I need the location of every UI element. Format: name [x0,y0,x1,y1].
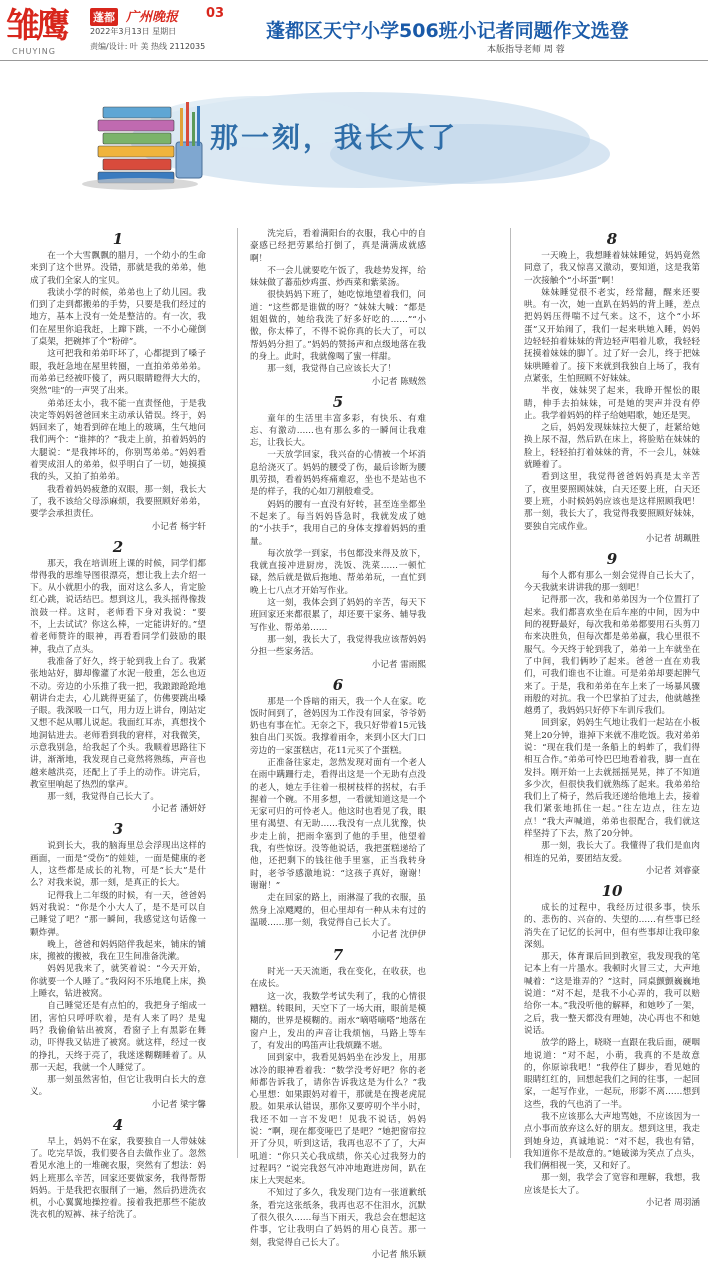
masthead-logo [6,4,88,60]
book-icon [98,120,174,131]
column-left [30,228,206,1221]
essay-section [250,676,426,943]
essay-paragraph: 看到这里，我觉得爸爸妈妈真是太辛苦了，夜里要照顾妹妹，白天还要上班，白天还要上班，小时候妈妈应该也是这样照顾我吧！那一刻，我长大了，我觉得我要照顾好妹妹，要独自完成作业。 [524,472,700,532]
essay-paragraph: 妈妈见我来了，就笑着说：“今天开始，你就要一个人睡了。”我闷闷不乐地爬上床，换上睡衣，钻进被窝。 [30,964,206,1000]
essay-section [30,230,206,534]
essay-paragraph: 这可把我和弟弟吓坏了，心都提到了嗓子眼，我赶急地在屋里转圈，一直拍弟弟弟弟。而弟弟已经被吓傻了，两只眼睛瞪得大大的，突然“哇”的一声哭了出来。 [30,349,206,397]
author-byline: 小记者 杨宇轩 [151,521,206,532]
essay-paragraph: 说到长大，我的脑海里总会浮现出这样的画面，一面是“受伤”的娃娃，一面是健康的老人，这些都是成长的礼物，可是“长大”是什么？对我来说，那一刻，是真正的长大。 [30,841,206,889]
essay-number: 5 [332,392,344,411]
essay-paragraph: 半夜，妹妹哭了起来，我睁开惺忪的眼睛，伸手去拍妹妹，可是她的哭声并没有停止。我学着妈妈的样子给她唱歌，她还是哭。 [524,386,700,421]
author-byline: 小记者 潘妍妤 [151,804,206,815]
essay-paragraph: 一天晚上，我想睡着妹妹睡觉，妈妈竟然同意了，我又惊喜又激动，要知道，这是我第一次接触个“小坏蛋”啊！ [524,251,700,286]
essay-paragraph: 妹妹睡觉很不老实，经常翻，醒来还要哄。有一次，她一直趴在妈妈的背上睡，差点把妈妈压得喘不过气来。这不，这个“小坏蛋”又开始闹了，我们一起来哄她入睡，妈妈边轻轻拍着妹妹的背边轻声唱着儿歌，我轻轻抚摸着妹妹的脚丫。过了好一会儿，终于把妹妹哄睡着了。接下来就到我独自上场了，我有点紧张，生怕照顾不好妹妹。 [524,287,700,384]
logo-english: CHUYING [12,47,56,56]
author-byline: 小记者 梁宇馨 [151,1099,206,1110]
issue-date: 2022年3月13日 星期日 [90,27,177,36]
author-byline: 小记者 陈贼然 [371,376,426,387]
essay-paragraph: 那是一个昏暗的雨天，我一个人在家。吃饭时间到了，爸妈因为工作没有回家，爷爷奶奶也有事在忙。无奈之下，我只好带着15元钱独自出门买饭。我撑着雨伞，来到小区大门口旁边的一家蛋糕店，花11元买了个蛋糕。 [250,696,426,756]
column-divider-2 [510,228,511,1158]
header-divider [0,60,708,61]
essay-paragraph: 回到家中，我看见妈妈坐在沙发上，用那冰冷的眼神看着我：“数学没考好吧？你的老师都告诉我了，请你告诉我这是为什么？”我心里想：如果跟妈对着干，那就是在搜老虎屁股。如果承认错误，那你又要哼叨个半小时，我还不如一言不发吧！见我不说话，妈妈说：“啊，现在都变哑巴了是吧？”她把窗帘拉开了分贝，听到这话，我再也忍不了了，大声吼道：“你只关心我成绩，你关心过我努力的过程吗？”说完我怒气冲冲地跑进房间，趴在床上大哭起来。 [250,1053,426,1187]
essay-section [524,550,700,878]
book-icon [103,133,171,144]
essay-paragraph: 那一刻，我学会了宽容和理解，我想，我应该是长大了。 [524,1173,700,1196]
essay-number: 6 [332,675,344,694]
essay-paragraph: 记得我上二年级的时候，有一天，爸爸妈妈对我说：“你是个小大人了，是不是可以自己睡觉了吧？”那一瞬间，我感觉这句话像一颗炸弹。 [30,890,206,938]
banner-title: 那一刻，我长大了 [210,121,459,154]
essay-paragraph: 在一个大雪飘飘的腊月，一个幼小的生命来到了这个世界。没错，那就是我的弟弟，他成了我们全家人的宝贝。 [30,251,206,286]
headline-subtitle: 本版指导老师 周 蓉 [487,45,565,55]
essay-paragraph: 一天放学回家，我兴奋的心情被一个坏消息给浇灭了。妈妈的腰受了伤，最后诊断为腰肌劳损，看着妈妈疼痛难忍，坐也不是站也不是的样子，我的心如刀割般难受。 [250,450,426,498]
essay-paragraph: 洗完后，看着满阳台的衣服，我心中的自豪感已经把劳累给打倒了，真是满满成就感啊！ [250,229,426,264]
page-headline: 蓬都区天宁小学506班小记者同题作文选登 [266,20,629,42]
essay-paragraph: 正准备往家走，忽然发现对面有一个老人在雨中蹒跚行走，看得出这是一个无助有点没的老人，她左手往着一根树枝样的拐杖，右手握着一个碗。不用多想，一看就知道这是一个无家可归的可怜老人。他这时也看见了我，眼里有渴望、有无助……我没有一点儿犹豫，快步走上前，把雨伞塞到了他的手里，他望着我，有些惊讶。没等他说话，我把蛋糕递给了他，还把剩下的钱往他手里塞，正当我转身时，老爷爷感激地说：“这孩子真好，谢谢！谢谢！” [250,757,426,891]
essay-paragraph: 那一刻虽然害怕，但它让我明白长大的意义。 [30,1075,206,1098]
essay-paragraph: 早上，妈妈不在家，我要独自一人带妹妹了。吃完早饭，我们要各自去做作业了。忽然看见水池上的一堆碗衣服，突然有了想法：妈妈上班那么辛苦，回家还要做家务，我得帮帮妈妈。于是我把衣服削了一遍，然后扔进洗衣机，小心翼翼地操控着。接着我把那些不能放洗衣机的短裤、袜子给洗了。 [30,1136,206,1221]
essay-section [250,228,426,389]
column-divider-1 [237,228,238,1158]
essay-paragraph: 我准备了好久，终于轮到我上台了。我紧张地站好，脚却像灌了水泥一般重，怎么也迈不动。旁边的小乐推了我一把，我踉踉跄跄地朝讲台走去，心儿跳得更猛了，仿佛要跳出嗓子眼。我深吸一口气，用力迈上讲台，刚站定又想不起从哪儿说起。我面红耳赤，真想找个地洞钻进去。老师看到我的窘样，对我微笑，示意我别急，给我起了个头。我顺着思路往下讲，渐渐地，我发现自己竟然将熟练，声音也越来越洪亮，还配上了手上的动作。讲完后，教室里响起了热烈的掌声。 [30,656,206,790]
essay-paragraph: 很快妈妈下班了，她吃惊地望着我们，问道：“这些都是谁做的呀？”妹妹大喊：“都是姐姐做的，她给我洗了好多好吃的……”“小傲，你太棒了，不得不说你真的长大了，可以帮妈妈分担了。”妈妈的赞扬声和点级地落在我的身上。此时，我就像喝了蜜一样甜。 [250,290,426,362]
section-gap [30,1222,206,1224]
essay-paragraph: 每次放学一到家，书包都没来得及放下，我就直接冲进厨房，洗饭、洗菜……一顿忙碌，然后就是做后拖地、帮弟弟玩，一直忙到晚上七八点才开始写作业。 [250,548,426,596]
essay-paragraph: 每个人都有那么一刻会觉得自己长大了，今天我就来讲讲我的那一刻吧！ [524,570,700,594]
essay-paragraph: 不知过了多久，我发现门边有一张道歉纸条，看完这张纸条，我再也忍不住泪水，沉默了很久很久……每当下雨天，我总会在想起这件事，它让我明白了妈妈的用心良苦。那一刻，我觉得自己长大了。 [250,1188,426,1248]
essay-paragraph: 不一会儿就要吃午饭了，我趁势发挥，给妹妹做了蕃茄炒鸡蛋、炒西菜和紫菜汤。 [250,265,426,289]
essay-paragraph: 我读小学的时候，弟弟也上了幼儿园。我们到了走到都搬弟的手势，只要是我们经过的地方，基本上没有一处是整洁的。有一次，我们在屋里你追我赶，上蹿下跳，一不小心碰倒了桌架，把碗摔了个“粉碎”。 [30,287,206,348]
essay-number: 2 [112,537,124,556]
essay-number: 9 [606,549,618,568]
essay-section [250,946,426,1262]
essay-paragraph: 走在回家的路上，雨淋湿了我的衣服，虽然身上凉飕飕的，但心里却有一种从未有过的温暖……那一刻，我觉得自己长大了。 [250,893,426,928]
essay-paragraph: 那一刻，我觉得自己应该长大了！ [267,364,397,375]
essay-number: 8 [606,230,618,248]
essay-paragraph: 自己睡觉还是有点怕的，我把身子缩成一团，害怕只呼呼吹着，是有人来了吗？是鬼吗？我偷偷钻出被窝，看窗子上有黑影在舞动，吓得我又钻进了被窝。就这样，经过一夜的挣扎，天终于亮了，我迷迷糊糊睡着了。从那一天起，我就一个人睡觉了。 [30,1001,206,1073]
essay-paragraph: 童年的生活里丰富多彩，有快乐、有难忘、有激动……也有那么多的一瞬间让我难忘，让我长大。 [250,413,426,449]
column-middle [250,228,426,1260]
page-header [0,0,708,62]
essay-paragraph: 那一刻，我长大了。我懂得了我们是血肉相连的兄弟，要团结友爱。 [524,841,700,864]
essay-paragraph: 那天，我在培训班上课的时候，同学们都带得我的思维导图很漂亮，想让我上去介绍一下。从小就胆小的我，面对这么多人，肯定脸红心跳，说话结巴。想到这儿，我头摇得像拨浪鼓一样。这时，老师看下身对我说：“要不，上去试试？你这么棒，一定能讲好的。”望着老师赞许的眼神，再看看同学们鼓励的眼神，我点了点头。 [30,558,206,655]
essay-paragraph: 时光一天天流逝，我在变化，在收获，也在成长。 [250,967,426,990]
essay-paragraph: 放学的路上，晓晓一直跟在我后面，硬咽地说道：“对不起，小萌，我真的不是故意的，你原谅我吧！”我停住了脚步，看见她的眼睛红红的，回想起我们之间的往事，一起回家，一起写作业，一起玩，形影不离……想到这些，我的气也消了一半。 [524,1038,700,1110]
column-right [524,228,700,1209]
essay-section [524,230,700,546]
author-byline: 小记者 沈伊伊 [371,930,426,941]
essay-paragraph: 那一刻，我觉得自己长大了。 [47,792,159,803]
book-icon [98,146,174,157]
essay-paragraph: 这一次，我数学考试失利了，我的心情很糟糕。转眼间，天空下了一场大雨，眼前是模糊的，世界是模糊的。雨水“嘀嗒嘀嗒”地落在窗户上，发出的声音让我烦恼，马路上等车了，有发出的鸣笛声让我烦躁不堪。 [250,991,426,1051]
essay-paragraph: 我不应该那么大声地骂她，不应该因为一点小事而放弃这么好的朋友。想到这里，我走到她身边，真诚地说：“对不起，我也有错，我知道你不是故意的。”她破涕为笑点了点头，我们俩相视一笑，又和好了。 [524,1112,700,1172]
essay-paragraph: 晚上，爸爸和妈妈陪伴我起来，铺床的铺床，搬被的搬被，我在卫生间准备洗漱。 [30,939,206,963]
essay-paragraph: 弟弟还太小，我不能一直责怪他，于是我决定等妈妈爸爸回来主动承认错误。终于，妈妈回来了，她看到碎在地上的玻璃，生气地问我们两个：“谁摔的？”我走上前，拍着妈妈的大腿说：“是我摔坏的，你别骂弟弟。”妈妈看着哭成泪人的弟弟，似乎明白了一切，她摸摸我的头，又拍了拍弟弟。 [30,398,206,483]
essay-paragraph: 成长的过程中，我经历过很多事，快乐的、悲伤的、兴奋的、失望的……有些事已经消失在了记忆的长河中，但有些事却让我印象深刻。 [524,902,700,950]
essay-paragraph: 那一刻，我长大了，我觉得我应该帮妈妈分担一些家务活。 [250,634,426,658]
logo-chinese: 雏鹰 [6,6,66,46]
essay-section [524,882,700,1210]
essay-paragraph: 那天，体育课后回到教室，我发现我的笔记本上有一片墨水。我顿时火冒三丈，大声地喊着：“这是谁弄的？”这时，同桌颤颤巍巍地说道：“对不起，是我不小心弄的，我可以赔给你一本。”我没听他的解释，和她吵了一架，之后，我一整天都没有理她，决心再也不和她说话。 [524,952,700,1036]
essay-number: 4 [112,1115,124,1134]
essay-section [30,538,206,817]
essay-section [30,820,206,1111]
author-byline: 小记者 胡珮胜 [645,533,700,544]
page-number: 03 [206,6,225,21]
paper-name: 广州晚报 [126,10,179,25]
essay-paragraph: 我看着妈妈疲惫的双眼，那一刻，我长大了，我不该给父母添麻烦，我要照顾好弟弟，要学会承担责任。 [30,484,206,520]
author-byline: 小记者 熊乐颖 [371,1249,426,1260]
essay-paragraph: 回到家，妈妈生气地让我们一起站在小板凳上20分钟，谁掉下来就不准吃饭。我对弟弟说：“现在我们是一条船上的蚂蚱了，我们得相互合作。”弟弟可怜巴巴地看着我，脚一直在发抖。刚开始一上去就摇摇晃晃，摔了不知道多少次，但很快我们就熟练了起来。我弟弟给我们上了椅子，然后我还递给他地上去，接着我们紧张地抓住一起。”往左边点，往左边点！”我大声喊道，弟弟也很配合，我们就这样坚持了下去，熬了20分钟。 [524,718,700,840]
book-icon [103,107,171,118]
essay-paragraph: 之后，妈妈发现妹妹拉大便了，赶紧给她换上尿不湿，然后趴在床上，将脸贴在妹妹的脸上，轻轻拍打着妹妹的背，不一会儿，妹妹就睡着了。 [524,423,700,471]
topic-banner [0,62,708,222]
essay-number: 1 [112,230,124,248]
essay-section [250,393,426,672]
essay-paragraph: 这一刻，我体会到了妈妈的辛苦，每天下班回家还来都很累了，却还要干家务、辅导我写作业、帮弟弟…… [250,598,426,633]
author-byline: 小记者 雷雨熙 [371,659,426,670]
essay-section [30,1116,206,1224]
essay-number: 7 [332,946,344,965]
essay-paragraph: 记得那一次，我和弟弟因为一个位置打了起来。我们都喜欢坐在后车座的中间，因为中间的视野最好，每次我和弟弟都要用石头剪刀布来决胜负，但每次都是弟弟赢，我心里很不服气。今天终于轮到我了，弟弟一上车就坐在了中间，我们俩吵了起来。爸爸一直在劝我们，可我们谁也不让谁。可是弟弟却要起脾气来了。于是，我和弟弟在车上来了一场暴风骤雨般的对抗。我一个巴掌拍了过去，他就越挫越勇了，我妈妈只好停下车训斥我们。 [524,595,700,717]
section-tag: 蓬都 [90,8,118,26]
author-byline: 小记者 刘睿豪 [645,865,700,876]
editor-line: 责编/设计: 叶 美 热线 2112035 [90,42,206,51]
book-shadow [82,178,198,190]
author-byline: 小记者 周羽涵 [645,1198,700,1209]
essay-paragraph: 妈妈的腰有一直没有好转，甚至连坐都坐不起来了。每当妈妈昏急时，我就发成了她的“小扶手”，我用自己的身体支撑着妈妈的重量。 [250,499,426,547]
book-icon [103,159,171,170]
essay-number: 10 [601,881,623,900]
essay-number: 3 [112,820,124,839]
